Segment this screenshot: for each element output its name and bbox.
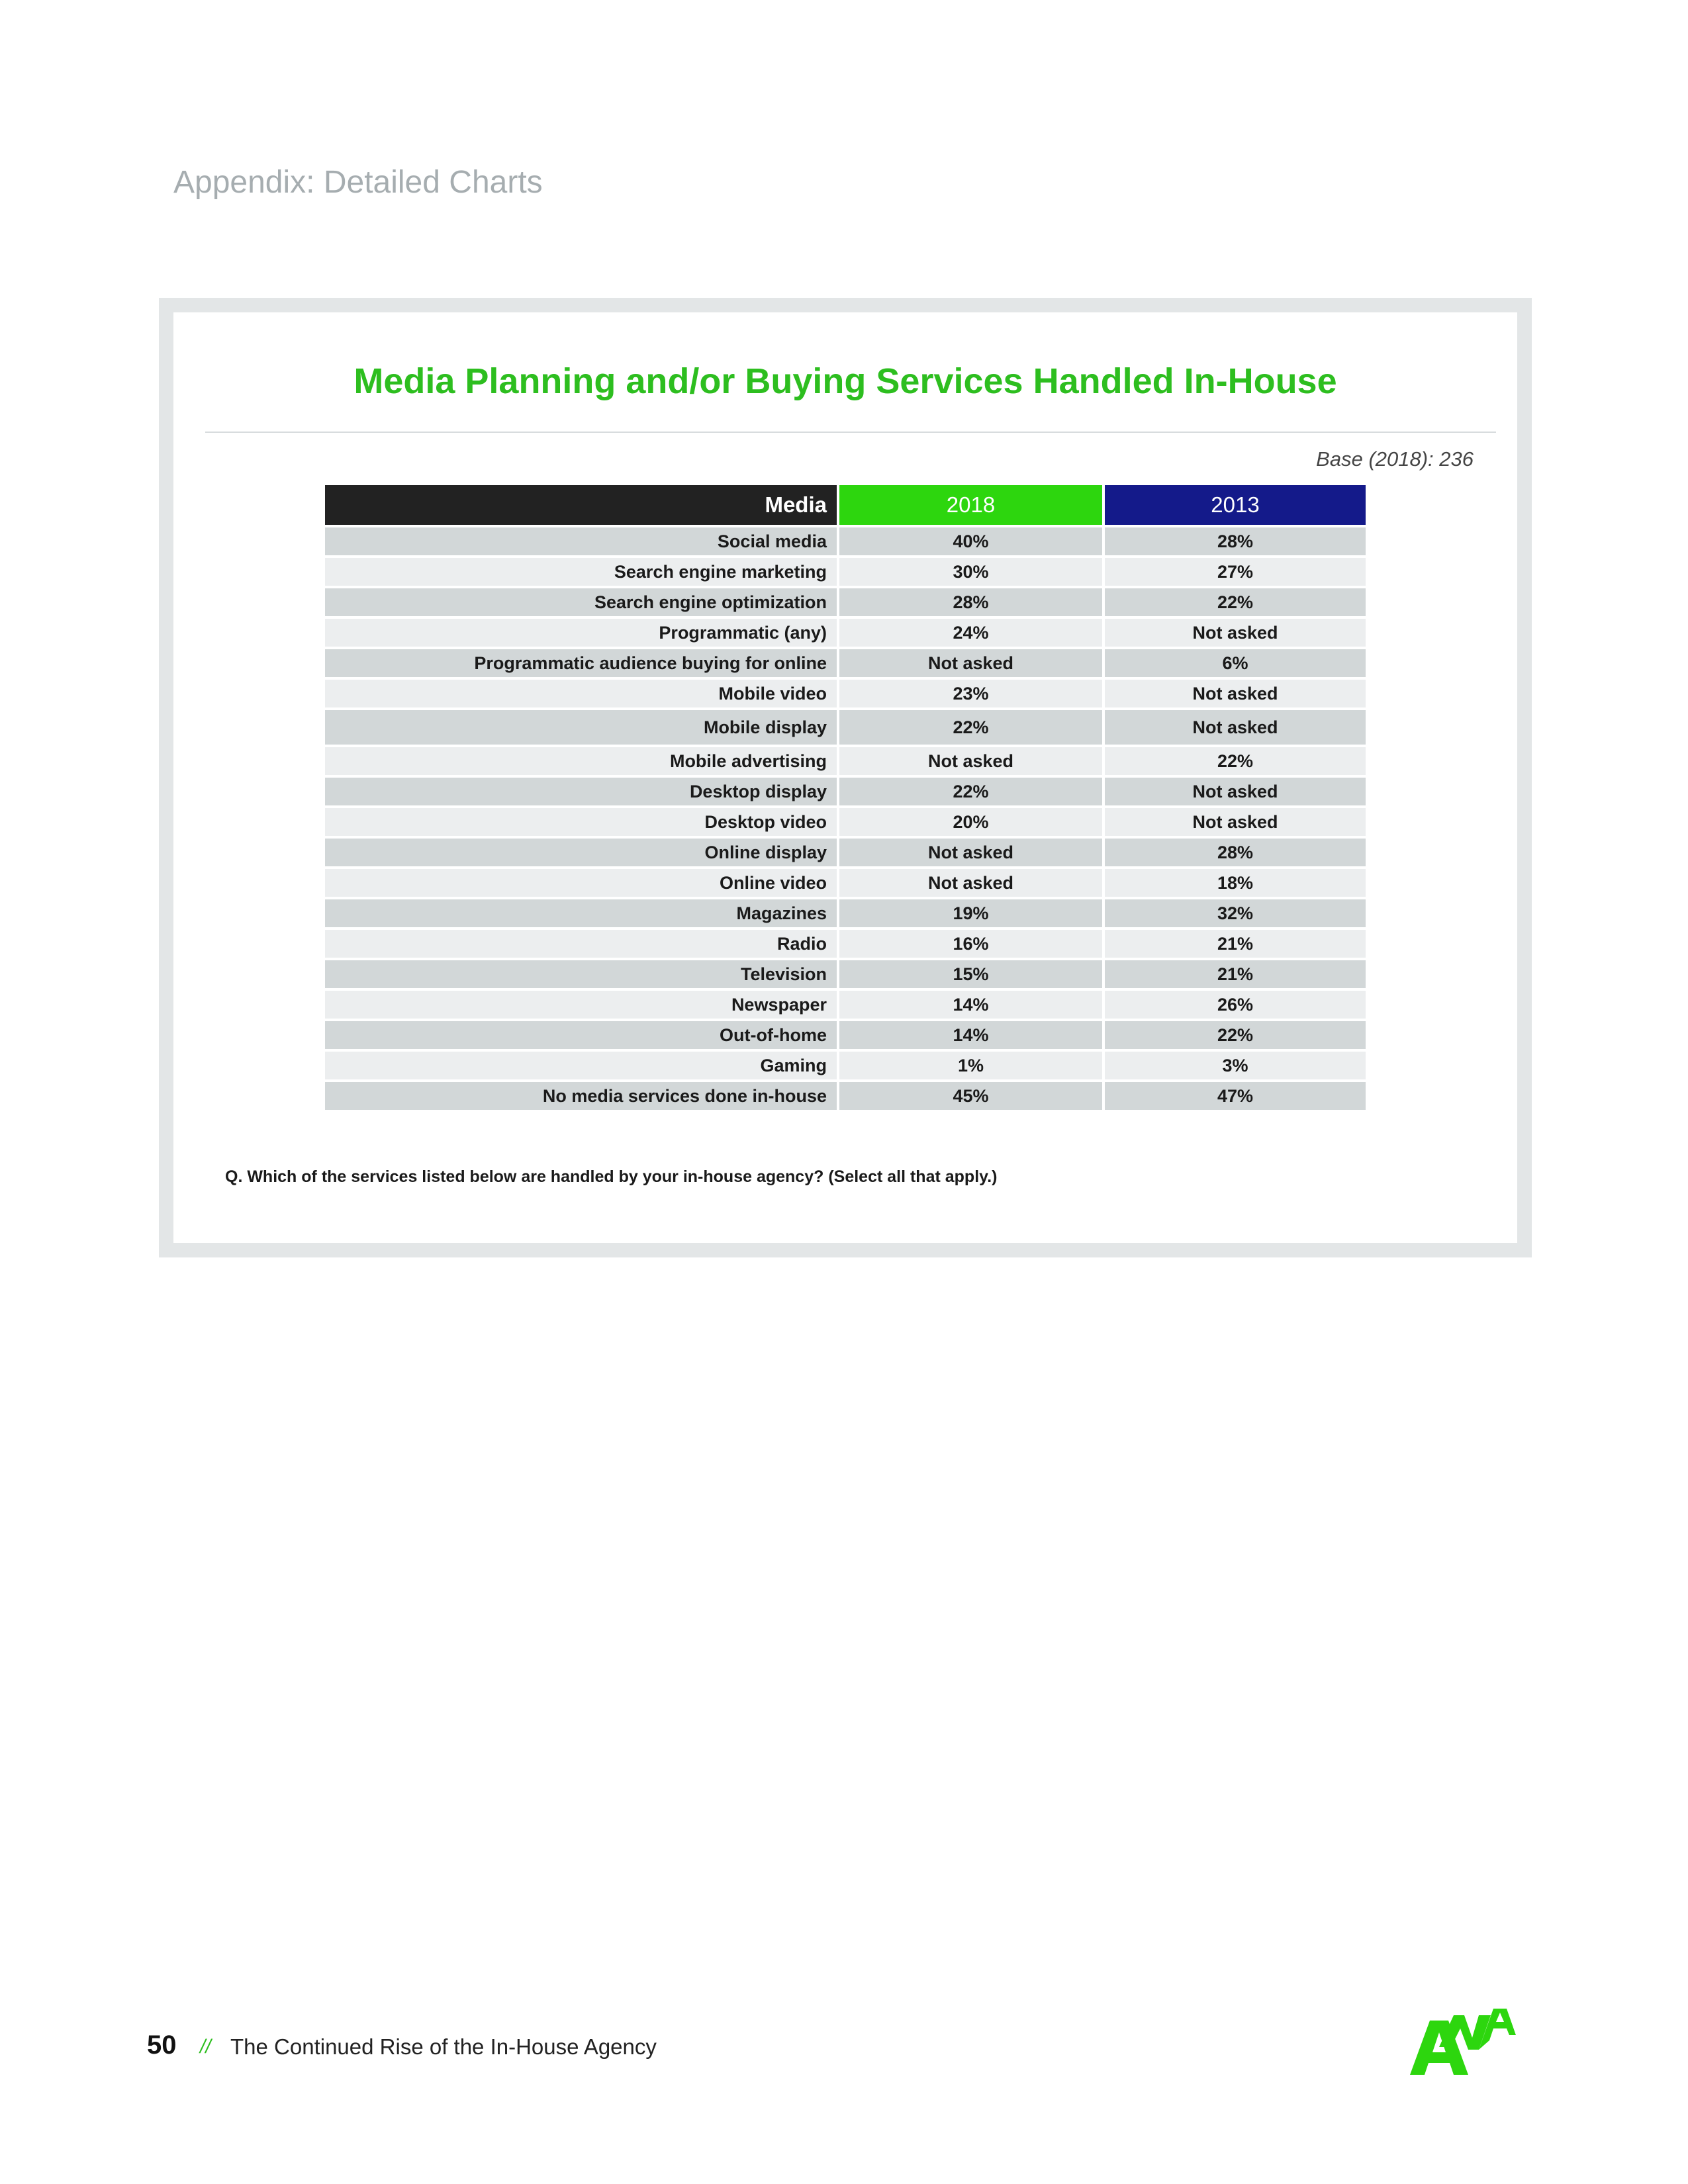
media-cell: Desktop display	[325, 778, 837, 805]
media-cell: Magazines	[325, 899, 837, 927]
value-2018-cell: 1%	[839, 1052, 1102, 1079]
footer-separator: //	[200, 2036, 211, 2058]
value-2018-cell: 15%	[839, 960, 1102, 988]
value-2013-cell: 27%	[1105, 558, 1366, 586]
chart-title: Media Planning and/or Buying Services Handled In-House	[353, 361, 1337, 401]
value-2018-cell: 22%	[839, 778, 1102, 805]
value-2018-cell: Not asked	[839, 747, 1102, 775]
value-2018-cell: 14%	[839, 991, 1102, 1019]
table-row	[325, 991, 1366, 1019]
publication-title: The Continued Rise of the In-House Agency	[230, 2034, 657, 2059]
ana-logo	[1410, 2009, 1516, 2075]
table-row	[325, 747, 1366, 775]
value-2013-cell: Not asked	[1105, 710, 1366, 745]
table-row	[325, 839, 1366, 866]
value-2018-cell: Not asked	[839, 869, 1102, 897]
value-2013-cell: 22%	[1105, 747, 1366, 775]
media-cell: Mobile advertising	[325, 747, 837, 775]
media-cell: Mobile display	[325, 710, 837, 745]
value-2018-cell: 19%	[839, 899, 1102, 927]
media-cell: Programmatic (any)	[325, 619, 837, 647]
title-divider	[205, 432, 1496, 433]
media-cell: Television	[325, 960, 837, 988]
value-2013-cell: 47%	[1105, 1082, 1366, 1110]
value-2018-cell: 28%	[839, 588, 1102, 616]
value-2013-cell: 18%	[1105, 869, 1366, 897]
table-row	[325, 649, 1366, 677]
value-2018-cell: 24%	[839, 619, 1102, 647]
media-cell: Newspaper	[325, 991, 837, 1019]
table-row	[325, 1082, 1366, 1110]
media-cell: Mobile video	[325, 680, 837, 707]
table-row	[325, 558, 1366, 586]
table-row	[325, 930, 1366, 958]
value-2013-cell: 28%	[1105, 839, 1366, 866]
media-cell: Programmatic audience buying for online	[325, 649, 837, 677]
value-2018-cell: 20%	[839, 808, 1102, 836]
media-cell: Search engine marketing	[325, 558, 837, 586]
table-row	[325, 1052, 1366, 1079]
base-note: Base (2018): 236	[1316, 447, 1474, 471]
table-row	[325, 960, 1366, 988]
table-header	[325, 485, 1366, 525]
table-row	[325, 588, 1366, 616]
media-cell: Social media	[325, 527, 837, 555]
value-2018-cell: 14%	[839, 1021, 1102, 1049]
table-row	[325, 869, 1366, 897]
value-2018-cell: Not asked	[839, 839, 1102, 866]
header-media: Media	[325, 485, 837, 525]
value-2013-cell: Not asked	[1105, 619, 1366, 647]
value-2013-cell: Not asked	[1105, 778, 1366, 805]
value-2013-cell: 32%	[1105, 899, 1366, 927]
table-row	[325, 778, 1366, 805]
value-2013-cell: 28%	[1105, 527, 1366, 555]
table-row	[325, 619, 1366, 647]
value-2013-cell: 22%	[1105, 588, 1366, 616]
media-cell: Search engine optimization	[325, 588, 837, 616]
survey-question: Q. Which of the services listed below are handled by your in-house agency? (Select all that apply.)	[225, 1167, 998, 1186]
value-2013-cell: Not asked	[1105, 808, 1366, 836]
media-cell: No media services done in-house	[325, 1082, 837, 1110]
media-cell: Out-of-home	[325, 1021, 837, 1049]
value-2018-cell: 40%	[839, 527, 1102, 555]
value-2018-cell: 22%	[839, 710, 1102, 745]
header-2013: 2013	[1105, 485, 1366, 525]
value-2013-cell: 26%	[1105, 991, 1366, 1019]
table-row	[325, 527, 1366, 555]
value-2018-cell: 45%	[839, 1082, 1102, 1110]
header-2018: 2018	[839, 485, 1102, 525]
page-number: 50	[147, 2030, 177, 2060]
media-cell: Online display	[325, 839, 837, 866]
table-row	[325, 710, 1366, 745]
data-table	[325, 485, 1366, 1110]
table-row	[325, 899, 1366, 927]
value-2018-cell: Not asked	[839, 649, 1102, 677]
value-2013-cell: 3%	[1105, 1052, 1366, 1079]
media-cell: Gaming	[325, 1052, 837, 1079]
value-2018-cell: 30%	[839, 558, 1102, 586]
value-2013-cell: 22%	[1105, 1021, 1366, 1049]
table-row	[325, 1021, 1366, 1049]
ana-logo-icon	[1410, 2009, 1516, 2075]
value-2018-cell: 16%	[839, 930, 1102, 958]
media-cell: Online video	[325, 869, 837, 897]
value-2013-cell: 6%	[1105, 649, 1366, 677]
table-row	[325, 808, 1366, 836]
value-2013-cell: 21%	[1105, 930, 1366, 958]
media-cell: Radio	[325, 930, 837, 958]
value-2013-cell: 21%	[1105, 960, 1366, 988]
media-cell: Desktop video	[325, 808, 837, 836]
table-row	[325, 680, 1366, 707]
value-2018-cell: 23%	[839, 680, 1102, 707]
value-2013-cell: Not asked	[1105, 680, 1366, 707]
section-title: Appendix: Detailed Charts	[173, 165, 543, 200]
